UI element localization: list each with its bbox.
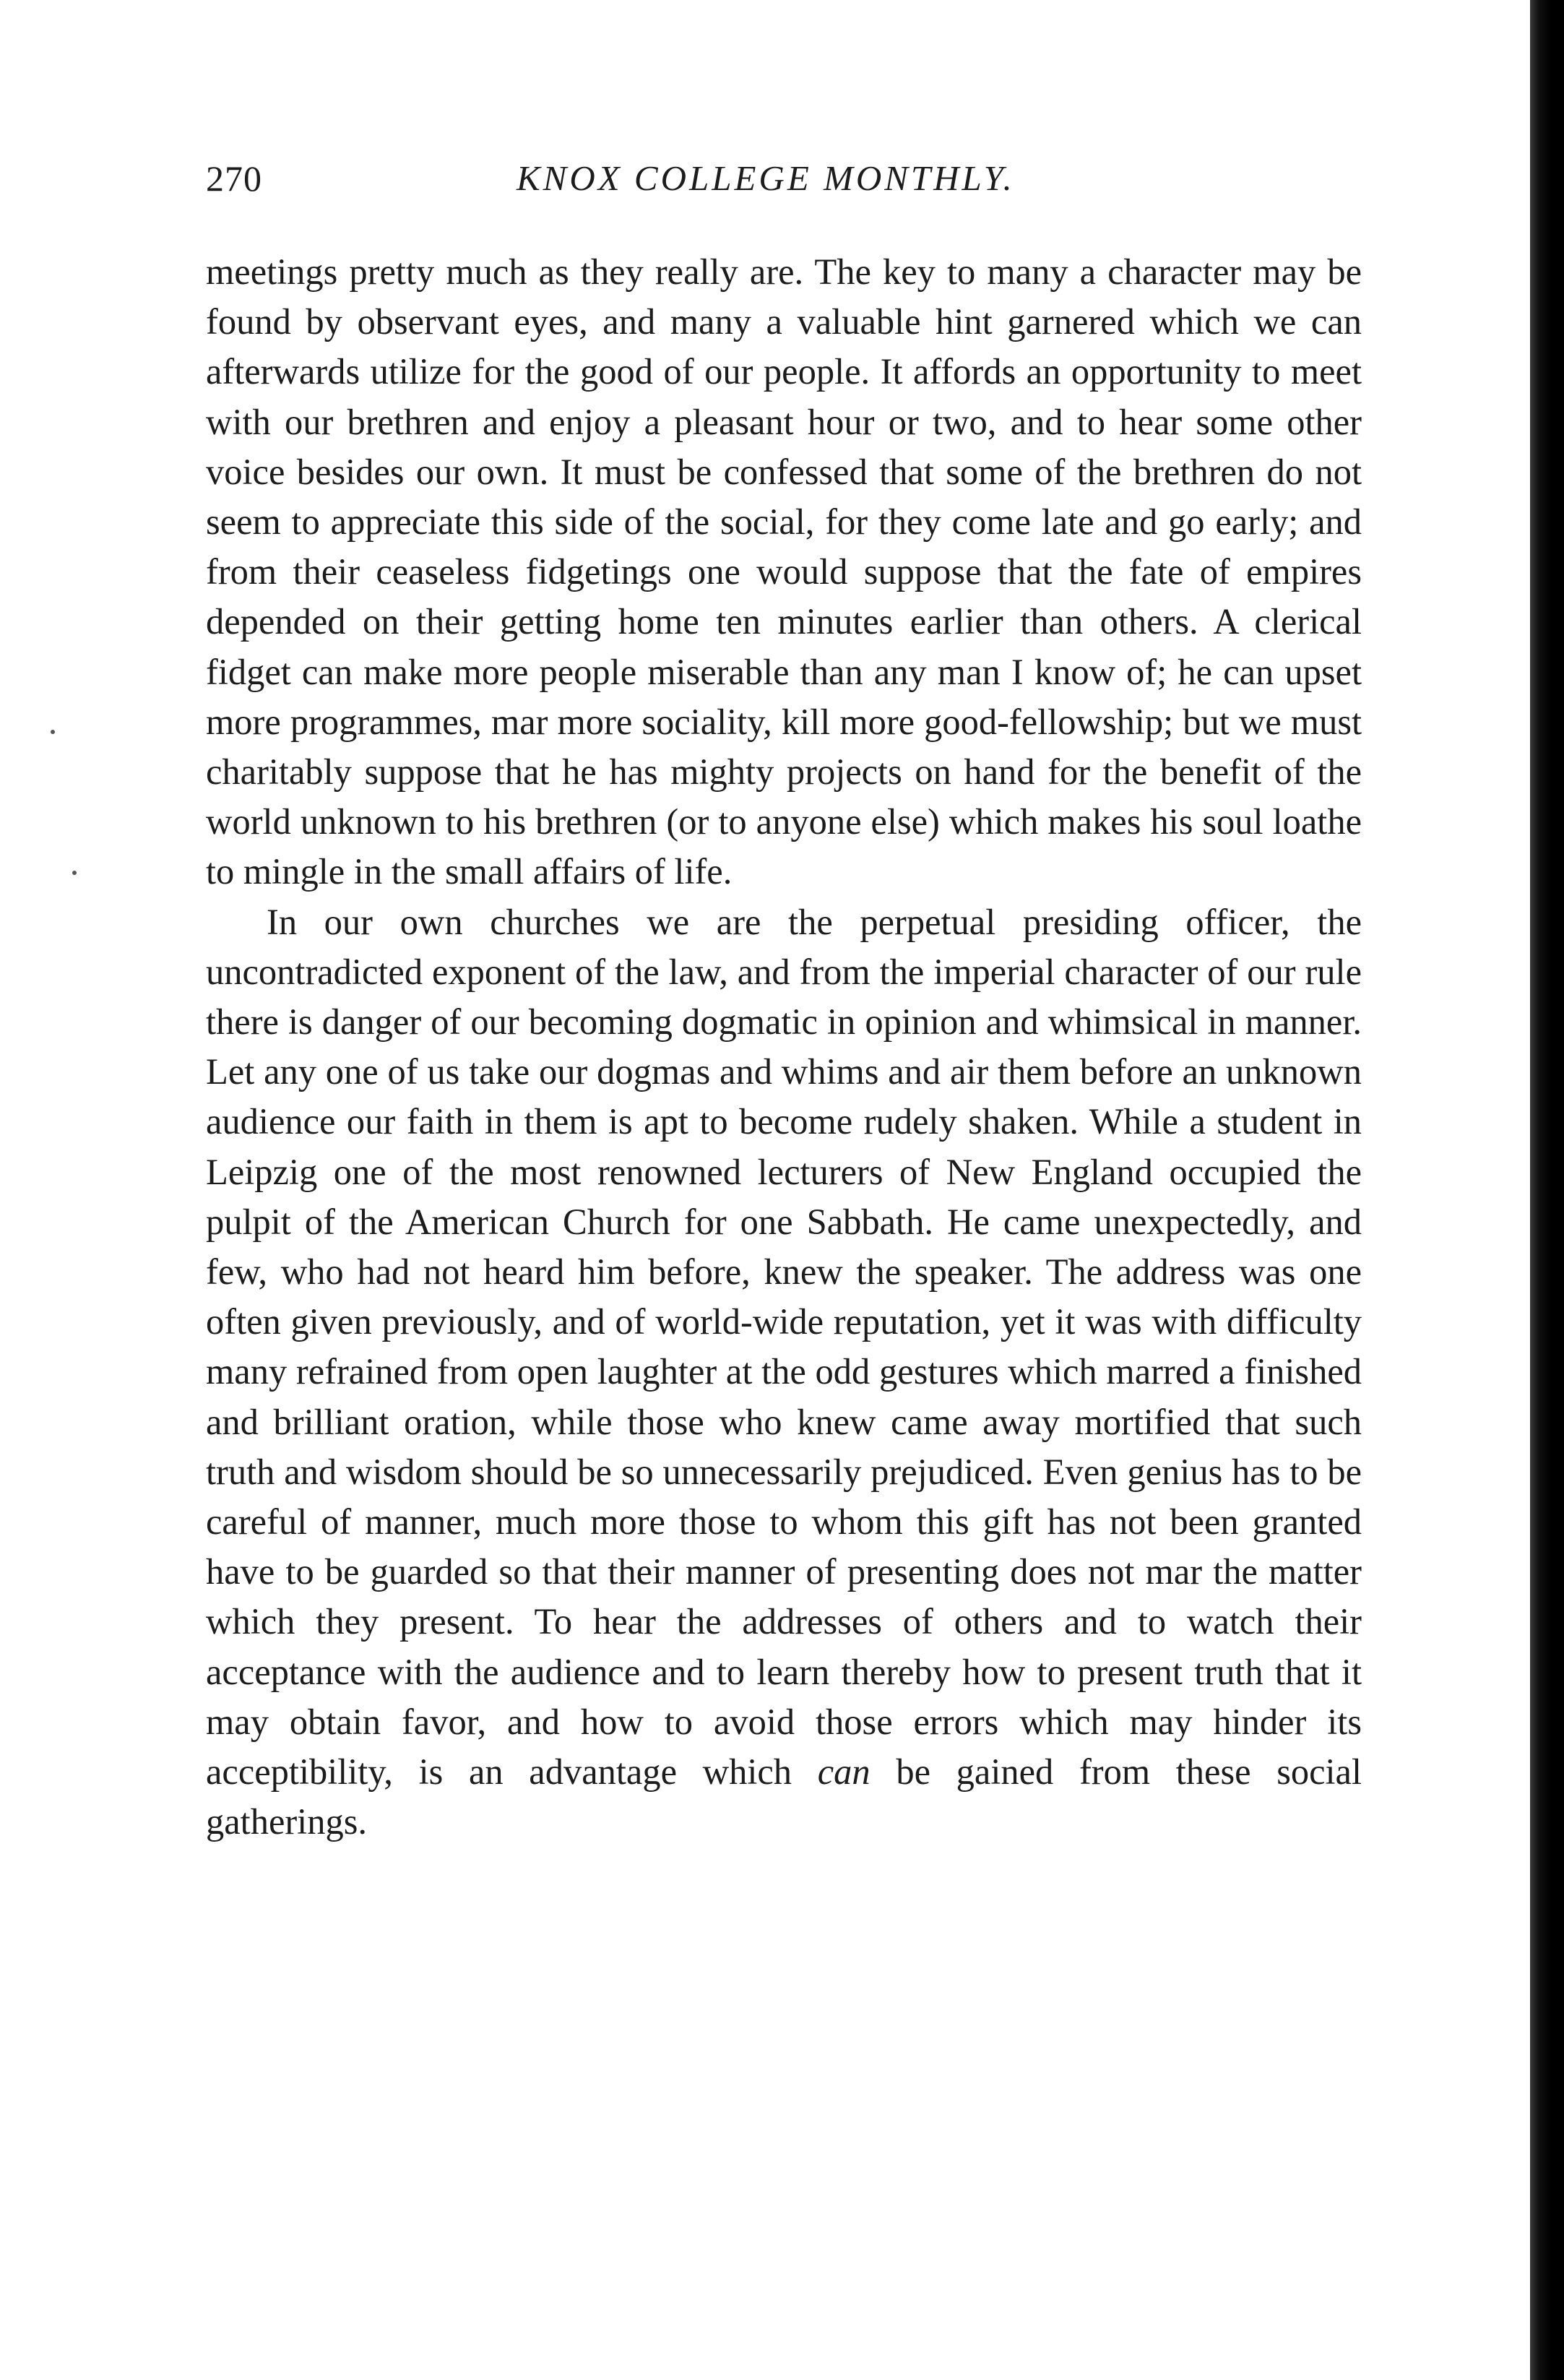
book-spine-edge (1530, 0, 1564, 2380)
stray-ink-dot (51, 730, 55, 734)
page-header (206, 158, 1362, 208)
paragraph-2-text: In our own churches we are the perpetual presiding officer, the uncontradicted exponent of the law, and from the imperial character of our rule there is danger of our becoming dogmatic in opinion and whimsical in manner. Let any one of us take our dogmas and whims and air them before an unknown audience our faith in them is apt to become rudely shaken. While a student in Leipzig one of the most renowned lecturers of New England occupied the pulpit of the American Church for one Sabbath. He came unexpectedly, and few, who had not heard him before, knew the speaker. The address was one often given previously, and of world-wide reputation, yet it was with difficulty many refrained from open laughter at the odd gestures which marred a finished and brilliant oration, while those who knew came away mortified that such truth and wisdom should be so unnecessarily prejudiced. Even genius has to be careful of manner, much more those to whom this gift has not been granted have to be guarded so that their manner of presenting does not mar the matter which they present. To hear the addresses of others and to watch their acceptance with the audience and to learn thereby how to present truth that it may obtain favor, and how to avoid those errors which may hinder its acceptibility, is an advantage which (206, 901, 1362, 1793)
body-text (206, 247, 1362, 1847)
paragraph-2-text-end: be gained from these social gatherings. (206, 1751, 1362, 1842)
paragraph-2-italic-word: can (817, 1751, 870, 1793)
paragraph-1: meetings pretty much as they really are. The key to many a character may be found by observant eyes, and many a valuable hint garnered which we can afterwards utilize for the good of our people. It affords an opportunity to meet with our brethren and enjoy a pleasant hour or two, and to hear some other voice besides our own. It must be confessed that some of the brethren do not seem to appreciate this side of the social, for they come late and go early; and from their ceaseless fidgetings one would suppose that the fate of empires depended on their getting home ten minutes earlier than others. A clerical fidget can make more people miserable than any man I know of; he can upset more programmes, mar more sociality, kill more good-fellowship; but we must charitably suppose that he has mighty projects on hand for the benefit of the world unknown to his brethren (or to anyone else) which makes his soul loathe to mingle in the small affairs of life. (206, 251, 1362, 892)
paragraph-2 (206, 897, 1362, 1847)
running-title: KNOX COLLEGE MONTHLY. (517, 158, 1015, 198)
stray-ink-dot (72, 871, 77, 875)
page-number: 270 (206, 158, 262, 199)
